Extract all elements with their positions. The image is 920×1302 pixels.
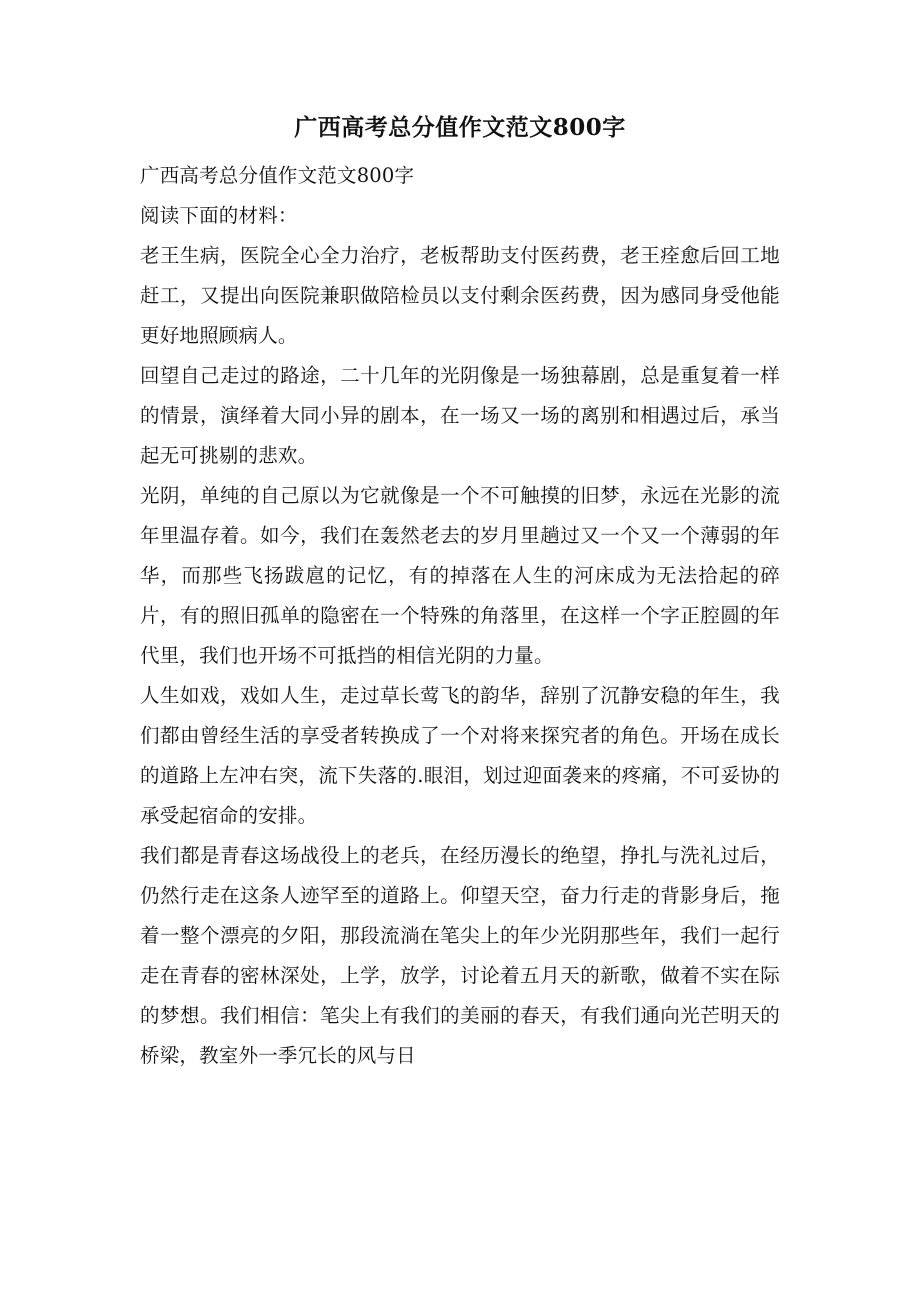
paragraph-body: 我们都是青春这场战役上的老兵，在经历漫长的绝望，挣扎与洗礼过后，仍然行走在这条人迹罕至的道路上。仰望天空，奋力行走的背影身后，拖着一整个漂亮的夕阳，那段流淌在笔尖上的年少光阴那些年，我们一起行走在青春的密林深处，上学，放学，讨论着五月天的新歌，做着不实在际的梦想。我们相信：笔尖上有我们的美丽的春天，有我们通向光芒明天的桥梁，教室外一季冗长的风与日 bbox=[140, 844, 780, 1067]
paragraph-material: 老王生病，医院全心全力治疗，老板帮助支付医药费，老王痊愈后回工地赶工，又提出向医院兼职做陪检员以支付剩余医药费，因为感同身受他能更好地照顾病人。 bbox=[140, 244, 780, 347]
paragraph-body: 回望自己走过的路途，二十几年的光阴像是一场独幕剧，总是重复着一样的情景，演绎着大同小异的剧本，在一场又一场的离别和相遇过后，承当起无可挑剔的悲欢。 bbox=[140, 364, 780, 467]
paragraph-instruction: 阅读下面的材料： bbox=[140, 204, 298, 227]
document-body bbox=[140, 156, 780, 1076]
document-title: 广西高考总分值作文范文800字 bbox=[294, 114, 626, 141]
paragraph-body: 光阴，单纯的自己原以为它就像是一个不可触摸的旧梦，永远在光影的流年里温存着。如今，我们在轰然老去的岁月里趟过又一个又一个薄弱的年华，而那些飞扬跋扈的记忆，有的掉落在人生的河床成为无法拾起的碎片，有的照旧孤单的隐密在一个特殊的角落里，在这样一个字正腔圆的年代里，我们也开场不可抵挡的相信光阴的力量。 bbox=[140, 484, 780, 667]
paragraph-subtitle: 广西高考总分值作文范文800字 bbox=[140, 164, 415, 187]
paragraph-body: 人生如戏，戏如人生，走过草长莺飞的韵华，辞别了沉静安稳的年生，我们都由曾经生活的享受者转换成了一个对将来探究者的角色。开场在成长的道路上左冲右突，流下失落的.眼泪，划过迎面袭来的疼痛，不可妥协的承受起宿命的安排。 bbox=[140, 684, 780, 827]
